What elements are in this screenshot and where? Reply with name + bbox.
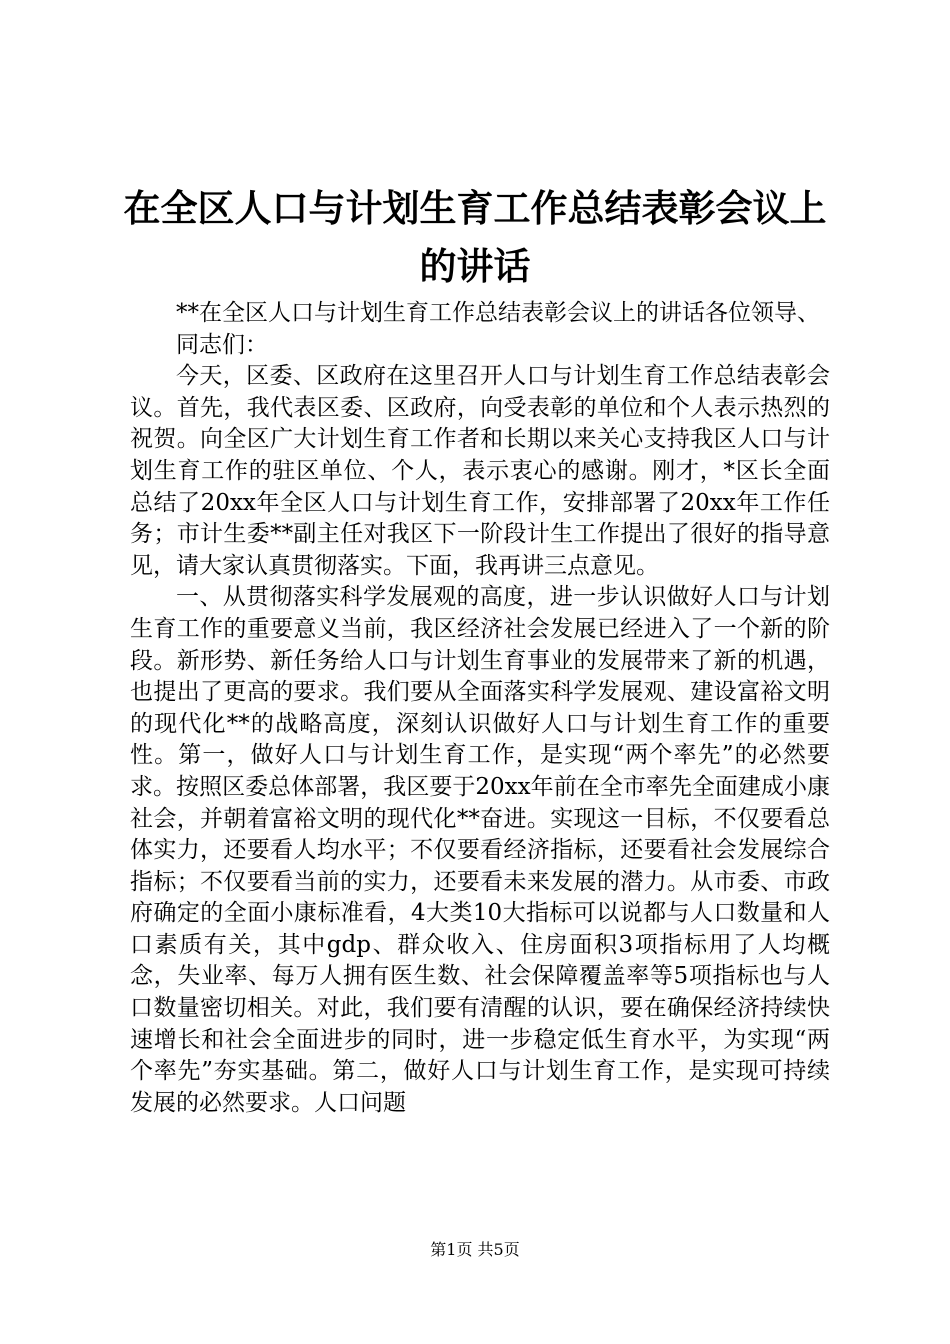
paragraph-section-one: 一、从贯彻落实科学发展观的高度，进一步认识做好人口与计划生育工作的重要意义当前，我区经济社会发展已经进入了一个新的阶段。新形势、新任务给人口与计划生育事业的发展带来了新的机遇，也提出了更高的要求。我们要从全面落实科学发展观、建设富裕文明的现代化**的战略高度，深刻认识做好人口与计划生育工作的重要性。第一，做好人口与计划生育工作，是实现“两个率先”的必然要求。按照区委总体部署，我区要于20xx年前在全市率先全面建成小康社会，并朝着富裕文明的现代化**奋进。实现这一目标，不仅要看总体实力，还要看人均水平；不仅要看经济指标，还要看社会发展综合指标；不仅要看当前的实力，还要看未来发展的潜力。从市委、市政府确定的全面小康标准看，4大类10大指标可以说都与人口数量和人口素质有关，其中gdp、群众收入、住房面积3项指标用了人均概念，失业率、每万人拥有医生数、社会保障覆盖率等5项指标也与人口数量密切相关。对此，我们要有清醒的认识，要在确保经济持续快速增长和社会全面进步的同时，进一步稳定低生育水平，为实现“两个率先”夯实基础。第二，做好人口与计划生育工作，是实现可持续发展的必然要求。人口问题 (130, 584, 830, 1116)
page-footer: 第1页 共5页 (430, 1240, 520, 1259)
document-body (130, 298, 830, 1119)
document-title: 在全区人口与计划生育工作总结表彰会议上的讲话 (123, 187, 827, 288)
paragraph-introduction: 今天，区委、区政府在这里召开人口与计划生育工作总结表彰会议。首先，我代表区委、区政府，向受表彰的单位和个人表示热烈的祝贺。向全区广大计划生育工作者和长期以来关心支持我区人口与计划生育工作的驻区单位、个人，表示衷心的感谢。刚才，*区长全面总结了20xx年全区人口与计划生育工作，安排部署了20xx年工作任务；市计生委**副主任对我区下一阶段计生工作提出了很好的指导意见，请大家认真贯彻落实。下面，我再讲三点意见。 (130, 363, 830, 579)
paragraph-opening: **在全区人口与计划生育工作总结表彰会议上的讲话各位领导、 (176, 300, 820, 326)
paragraph-greeting: 同志们： (176, 331, 268, 358)
